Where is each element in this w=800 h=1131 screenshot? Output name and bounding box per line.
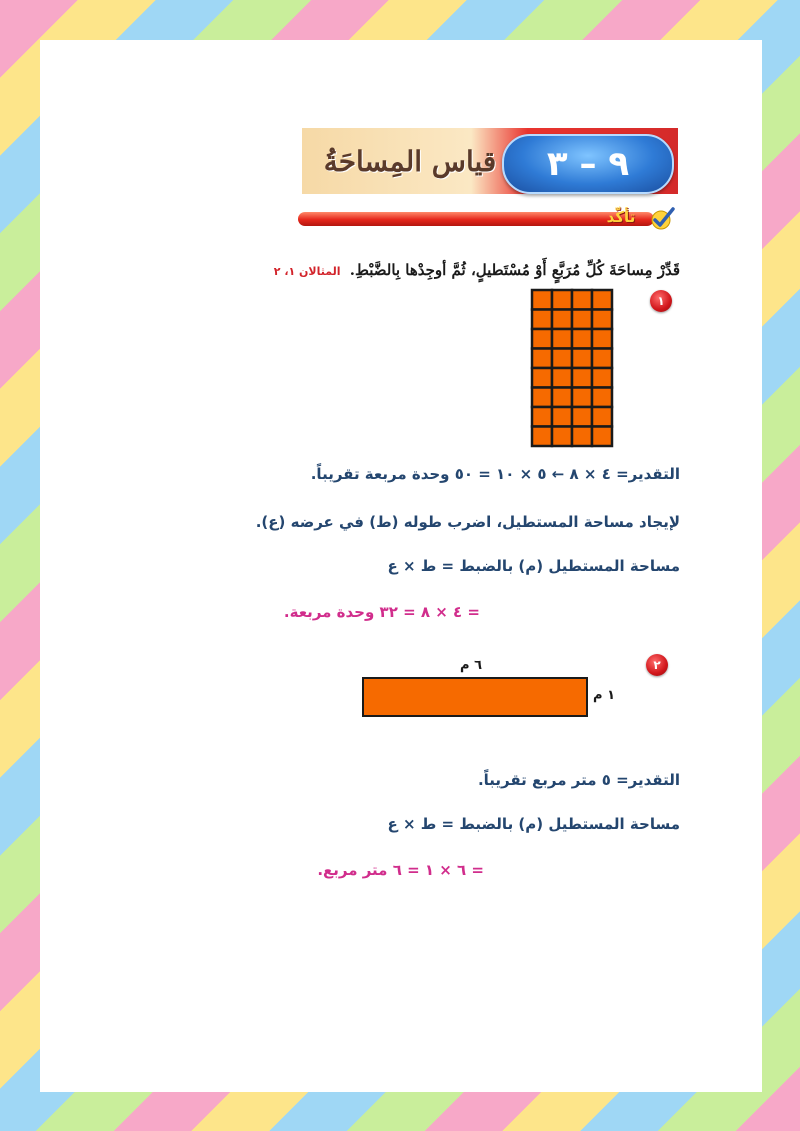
instruction-text: قَدِّرْ مِساحَةَ كُلِّ مُرَبَّعٍ أَوْ مُسْتَطيلٍ، ثُمَّ أوجِدْها بِالضَّبْطِ.	[349, 261, 680, 279]
grid-cell	[592, 290, 612, 310]
grid-cell	[532, 368, 552, 388]
grid-cell	[552, 349, 572, 369]
grid-cell	[552, 290, 572, 310]
problem-2-result: = ٦ × ١ = ٦ متر مربع.	[317, 861, 484, 879]
grid-cell	[552, 310, 572, 330]
worksheet-page	[40, 40, 762, 1092]
grid-cell	[532, 407, 552, 427]
problem-1-formula: مساحة المستطيل (م) بالضبط = ط × ع	[387, 557, 680, 575]
checkmark-icon	[650, 206, 676, 232]
grid-cell	[552, 368, 572, 388]
grid-cell	[592, 368, 612, 388]
grid-cell	[552, 388, 572, 408]
grid-cell	[532, 310, 552, 330]
grid-cell	[572, 349, 592, 369]
grid-cell	[592, 388, 612, 408]
problem-2-estimate: التقدير= ٥ متر مربع تقريباً.	[477, 771, 680, 789]
grid-cell	[572, 407, 592, 427]
grid-cell	[552, 407, 572, 427]
unit-square-grid	[530, 288, 614, 448]
grid-cell	[532, 290, 552, 310]
rectangle-figure	[362, 677, 588, 717]
grid-cell	[532, 388, 552, 408]
lesson-title: قياس المِساحَةُ	[323, 145, 497, 178]
problem-2-badge: ٢	[646, 654, 668, 676]
problem-1-method: لإيجاد مساحة المستطيل، اضرب طوله (ط) في عرضه (ع).	[255, 513, 680, 531]
grid-cell	[592, 310, 612, 330]
grid-cell	[552, 329, 572, 349]
grid-cell	[572, 290, 592, 310]
grid-cell	[572, 388, 592, 408]
problem-1-estimate: التقدير= ٤ × ٨ ← ٥ × ١٠ = ٥٠ وحدة مربعة تقريباً.	[310, 465, 680, 483]
grid-cell	[572, 310, 592, 330]
grid-cell	[592, 407, 612, 427]
problem-2-formula: مساحة المستطيل (م) بالضبط = ط × ع	[387, 815, 680, 833]
exercise-instruction	[260, 256, 680, 284]
examples-reference: المثالان ١، ٢	[273, 265, 341, 278]
grid-cell	[552, 427, 572, 447]
grid-cell	[592, 329, 612, 349]
problem-1-badge: ١	[650, 290, 672, 312]
lesson-number-badge: ٩ – ٣	[502, 134, 674, 194]
section-label: تأكّد	[606, 208, 636, 226]
grid-cell	[532, 427, 552, 447]
grid-cell	[572, 329, 592, 349]
problem-1-result: = ٤ × ٨ = ٣٢ وحدة مربعة.	[283, 603, 480, 621]
rectangle-length-label: ٦ م	[460, 658, 482, 673]
grid-cell	[592, 427, 612, 447]
grid-cell	[592, 349, 612, 369]
rectangle-width-label: ١ م	[593, 688, 615, 703]
grid-cell	[572, 427, 592, 447]
grid-cell	[532, 329, 552, 349]
grid-cell	[572, 368, 592, 388]
grid-cell	[532, 349, 552, 369]
